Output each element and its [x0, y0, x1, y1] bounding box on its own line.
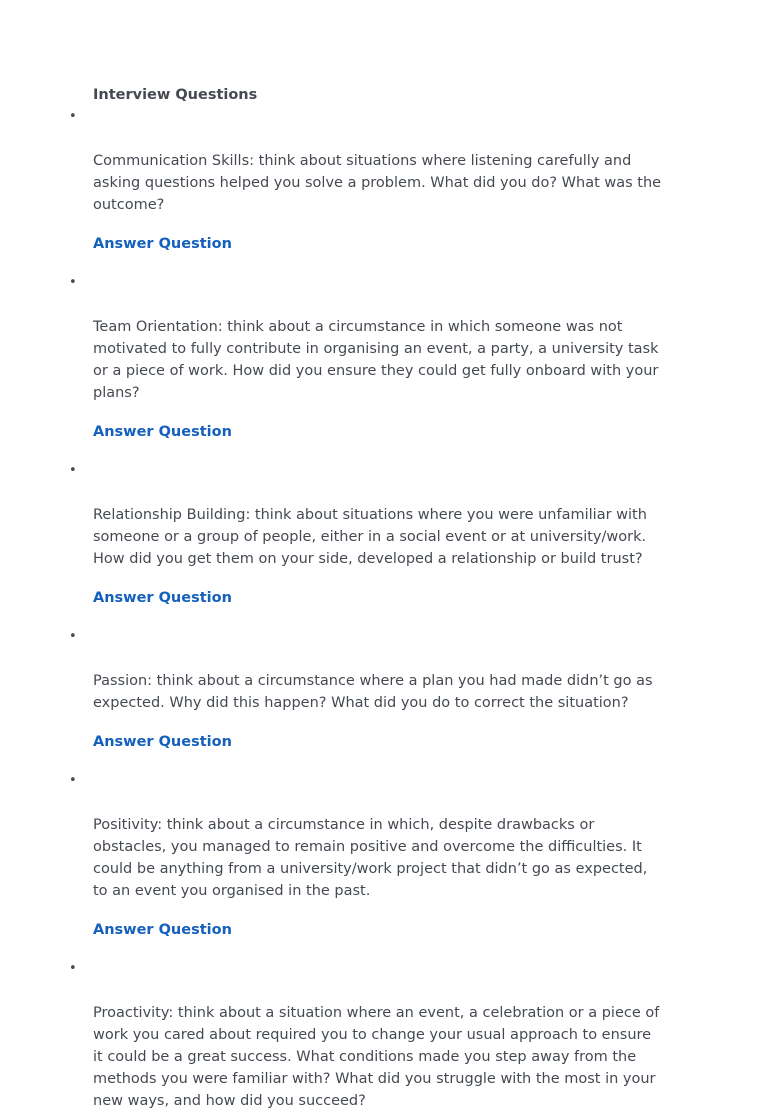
bullet-icon: •: [69, 275, 77, 290]
bullet-icon: •: [69, 773, 77, 788]
interview-questions-document: [69, 84, 683, 1112]
answer-question-link[interactable]: Answer Question: [93, 734, 232, 750]
answer-question-link[interactable]: Answer Question: [93, 424, 232, 440]
page-title: Interview Questions: [93, 87, 258, 103]
question-item-passion: [69, 626, 683, 714]
question-item-communication-skills: [69, 106, 683, 216]
question-text: Positivity: think about a circumstance in which, despite drawbacks or obstacles, you managed to remain positive and overcome the difficulties. It could be anything from a university/work project that didn’t go as expected, to an event you organised in the past.: [93, 817, 648, 899]
question-item-positivity: [69, 770, 683, 902]
answer-question-link[interactable]: Answer Question: [93, 590, 232, 606]
bullet-icon: •: [69, 629, 77, 644]
question-item-proactivity: [69, 958, 683, 1112]
question-text: Proactivity: think about a situation where an event, a celebration or a piece of work you cared about required you to change your usual approach to ensure it could be a great success. What conditions made you step away from the methods you were familiar with? What did you struggle with the most in your new ways, and how did you succeed?: [93, 1005, 660, 1109]
bullet-icon: •: [69, 463, 77, 478]
answer-question-link[interactable]: Answer Question: [93, 236, 232, 252]
bullet-icon: •: [69, 961, 77, 976]
question-item-team-orientation: [69, 272, 683, 404]
question-text: Relationship Building: think about situations where you were unfamiliar with someone or a group of people, either in a social event or at university/work. How did you get them on your side, developed a relationship or build trust?: [93, 507, 647, 567]
answer-question-link[interactable]: Answer Question: [93, 922, 232, 938]
question-text: Communication Skills: think about situations where listening carefully and asking questions helped you solve a problem. What did you do? What was the outcome?: [93, 153, 662, 213]
question-text: Passion: think about a circumstance where a plan you had made didn’t go as expected. Why did this happen? What did you do to correct the situation?: [93, 673, 653, 711]
bullet-icon: •: [69, 109, 77, 124]
question-text: Team Orientation: think about a circumstance in which someone was not motivated to fully contribute in organising an event, a party, a university task or a piece of work. How did you ensure they could get fully onboard with your plans?: [93, 319, 659, 401]
question-item-relationship-building: [69, 460, 683, 570]
